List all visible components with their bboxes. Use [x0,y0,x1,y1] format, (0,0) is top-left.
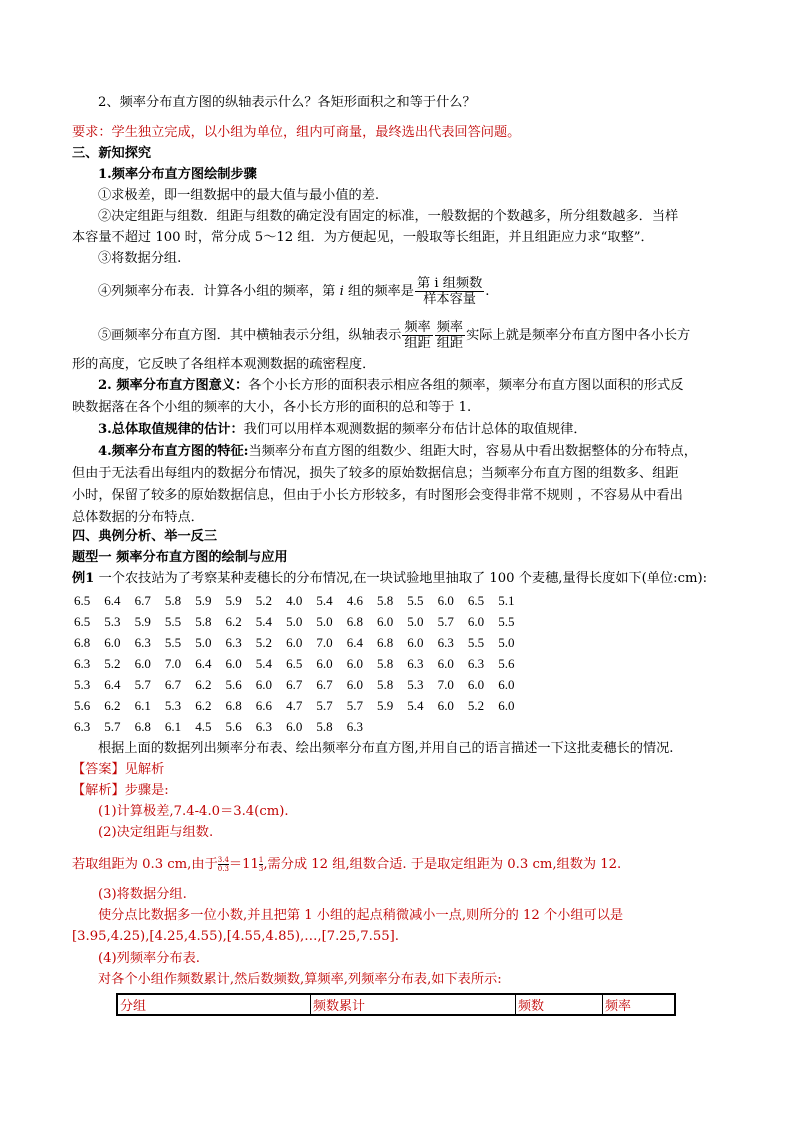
header-cumulative: 频数累计 [311,994,516,1015]
analysis-step-1: (1)计算极差,7.4-4.0＝3.4(cm). [98,804,289,819]
step-4-mid: 组的频率是 [343,284,414,299]
data-value: 5.3 [104,614,121,629]
data-value: 6.0 [104,635,121,650]
example-1-label: 例1 [72,571,95,586]
data-value: 6.0 [407,635,424,650]
type-1-heading: 题型一 频率分布直方图的绘制与应用 [72,550,288,565]
data-value: 5.8 [377,677,394,692]
example-1-text: 一个农技站为了考察某种麦穗长的分布情况,在一块试验地里抽取了 100 个麦穗,量得长度如下(单位:cm): [94,571,708,586]
question-2: 2、频率分布直方图的纵轴表示什么？各矩形面积之和等于什么？ [98,95,476,110]
step-2b: 本容量不超过 100 时，常分成 5～12 组．为方便起见，一般取等长组距，并且组距应力求“取整”． [72,230,654,245]
meaning [98,376,683,396]
data-value: 4.7 [286,698,303,713]
a3-mixed-num: 1 [258,856,264,864]
feature-c: 小时，保留了较多的原始数据信息，但由于小长方形较多，有时图形会变得非常不规则 ，不容易从中看出 [72,488,683,503]
data-value: 6.7 [164,677,182,692]
step-5-fraction-1 [402,320,432,351]
data-value: 5.3 [164,698,182,713]
fraction-1-num: 频率 [404,320,431,335]
step-4 [98,276,490,307]
data-value: 5.7 [346,698,363,713]
analysis: 【解析】步骤是: [72,783,169,798]
example-1-task: 根据上面的数据列出频率分布表、绘出频率分布直方图,并用自己的语言描述一下这批麦穗长的情况. [98,741,674,756]
data-value: 6.0 [134,656,151,671]
data-value: 6.7 [286,677,303,692]
section-4-heading: 四、典例分析、举一反三 [72,529,218,544]
data-value: 6.3 [134,635,151,650]
data-value: 5.2 [467,698,485,713]
data-value: 5.6 [225,677,242,692]
data-value: 6.3 [74,656,91,671]
answer: 【答案】见解析 [72,762,165,777]
data-value: 5.4 [316,593,333,608]
data-value: 6.0 [346,677,363,692]
data-value: 6.8 [377,635,394,650]
data-value: 6.3 [225,635,242,650]
fraction-2-num: 频率 [436,320,464,335]
step-4-i: i [339,284,344,299]
data-value: 5.2 [255,635,273,650]
fraction-1-den: 组距 [404,336,431,351]
data-value: 5.3 [407,677,424,692]
data-value: 6.0 [437,698,454,713]
data-value: 5.9 [134,614,151,629]
data-value: 6.0 [286,635,303,650]
data-value: 6.0 [498,677,515,692]
data-value: 5.4 [255,656,273,671]
data-value: 5.7 [104,719,121,734]
data-value: 5.6 [74,698,91,713]
a3-mixed-den: 3 [258,865,264,873]
data-value: 6.2 [195,698,212,713]
data-value: 6.3 [74,719,91,734]
data-value: 5.7 [134,677,151,692]
step-4-denominator: 样本容量 [423,292,476,307]
law-text: 我们可以用样本观测数据的频率分布估计总体的取值规律． [243,422,587,437]
step-3: ③将数据分组. [98,251,182,266]
fraction-2-den: 组距 [436,336,464,351]
data-value: 6.4 [195,656,212,671]
data-value: 6.5 [74,614,91,629]
data-value: 6.1 [164,719,182,734]
data-value: 5.7 [316,698,333,713]
law-title: 3.总体取值规律的估计： [98,422,244,437]
data-value: 5.8 [377,593,394,608]
data-value: 4.6 [346,593,363,608]
analysis-step-2: (2)决定组距与组数. [98,825,214,840]
step-4-pre: ④列频率分布表．计算各小组的频率，第 [98,284,340,299]
data-value: 6.0 [346,656,363,671]
meaning-text: 各个小长方形的面积表示相应各组的频率，频率分布直方图以面积的形式反 [248,378,684,393]
meaning-title: 2. 频率分布直方图意义： [98,378,249,393]
data-value: 5.9 [225,593,242,608]
step-5-post: 实际上就是频率分布直方图中各小长方 [466,328,691,343]
data-value: 6.8 [346,614,363,629]
step-5-pre: ⑤画频率分布直方图．其中横轴表示分组，纵轴表示 [98,328,402,343]
analysis-step-3b: [3.95,4.25),[4.25,4.55),[4.55,4.85),…,[7.25,7.55]. [72,929,399,944]
data-value: 5.0 [407,614,424,629]
data-value: 6.3 [407,656,424,671]
data-value: 6.0 [498,698,515,713]
data-value: 5.0 [316,614,333,629]
a3-post: ,需分成 12 组,组数合适. 于是取定组距为 0.3 cm,组数为 12. [263,857,622,872]
data-value: 5.7 [437,614,454,629]
data-value: 6.0 [467,614,485,629]
data-value: 6.0 [467,677,485,692]
data-value: 6.4 [104,677,121,692]
feature-text: 当频率分布直方图的组数少、组距大时，容易从中看出数据整体的分布特点， [248,444,697,459]
section-3-heading: 三、新知探究 [72,146,152,161]
step-4-fraction [415,276,484,307]
feature [98,442,697,462]
data-value: 5.3 [74,677,91,692]
data-value: 6.8 [134,719,151,734]
step-1: ①求极差，即一组数据中的最大值与最小值的差. [98,188,380,203]
data-value: 5.0 [195,635,212,650]
data-value: 5.8 [195,614,212,629]
data-value: 5.0 [498,635,515,650]
data-value: 6.3 [467,656,485,671]
data-value: 6.5 [467,593,485,608]
data-value: 6.3 [437,635,454,650]
data-value: 6.8 [225,698,242,713]
requirement-text: 要求：学生独立完成，以小组为单位，组内可商量，最终选出代表回答问题。 [72,125,521,140]
data-value: 6.0 [316,656,333,671]
meaning-b: 映数据落在各个小组的频率的大小，各小长方形的面积的总和等于 1. [72,400,472,415]
data-value: 6.7 [316,677,333,692]
data-value: 5.5 [164,614,182,629]
data-value: 6.5 [286,656,303,671]
step-4-numerator: 第 i 组频数 [416,276,483,291]
a3-fraction-num: 3.4 [217,856,229,864]
analysis-step-3: (3)将数据分组. [98,887,187,902]
data-value: 4.0 [286,593,303,608]
data-value: 5.2 [104,656,121,671]
data-value: 6.0 [225,656,242,671]
header-frequency: 频率 [603,994,676,1015]
data-value: 5.9 [377,698,394,713]
data-value: 6.3 [255,719,273,734]
data-value: 5.4 [255,614,273,629]
data-value: 5.4 [407,698,424,713]
analysis-step-3a: 使分点比数据多一位小数,并且把第 1 小组的起点稍微减小一点,则所分的 12 个小组可以是 [98,908,624,923]
analysis-step-4: (4)列频率分布表. [98,951,200,966]
data-value: 6.2 [195,677,212,692]
data-value: 5.6 [498,656,515,671]
data-value: 6.4 [346,635,363,650]
a3-fraction-den: 0.3 [217,865,229,873]
step-5b: 形的高度，它反映了各组样本观测数据的疏密程度． [72,357,376,372]
data-value: 6.2 [104,698,121,713]
data-value: 6.0 [255,677,273,692]
header-count: 频数 [516,994,603,1015]
data-value: 5.5 [498,614,515,629]
data-value: 5.5 [164,635,182,650]
data-value: 5.8 [316,719,333,734]
data-value: 7.0 [437,677,454,692]
data-value: 5.9 [195,593,212,608]
data-value: 6.0 [286,719,303,734]
data-value: 5.8 [377,656,394,671]
steps-heading: 1.频率分布直方图绘制步骤 [98,167,257,182]
step-2a: ②决定组距与组数．组距与组数的确定没有固定的标准，一般数据的个数越多，所分组数越多．当样 [98,209,679,224]
data-value: 6.8 [74,635,91,650]
law [98,420,587,440]
analysis-step-2b [72,855,621,875]
feature-title: 4.频率分布直方图的特征: [98,444,249,459]
data-value: 6.3 [346,719,363,734]
feature-d: 总体数据的分布特点． [72,510,204,525]
data-value: 5.5 [407,593,424,608]
a3-mid: ＝11 [228,857,259,872]
step-5 [98,320,690,351]
data-value: 5.0 [286,614,303,629]
data-value: 6.0 [437,593,454,608]
data-value: 7.0 [164,656,182,671]
data-value: 6.7 [134,593,151,608]
data-value: 6.6 [255,698,273,713]
data-value: 5.2 [255,593,273,608]
data-value: 7.0 [316,635,333,650]
data-value: 6.2 [225,614,242,629]
data-value: 6.0 [377,614,394,629]
data-value: 5.1 [498,593,515,608]
data-value: 6.1 [134,698,151,713]
data-value: 5.6 [225,719,242,734]
feature-b: 但由于无法看出每组内的数据分布情况，损失了较多的原始数据信息；当频率分布直方图的组数多、组距 [72,466,679,481]
step-5-fraction-2 [435,320,465,351]
step-4-end: . [485,284,490,299]
example-1 [72,569,707,589]
frequency-table-header [117,994,675,1015]
frequency-table [116,993,676,1016]
data-value: 5.5 [467,635,485,650]
a3-pre: 若取组距为 0.3 cm,由于 [72,857,218,872]
analysis-step-4a: 对各个小组作频数累计,然后数频数,算频率,列频率分布表,如下表所示: [98,972,502,987]
header-group: 分组 [117,994,311,1015]
a3-fraction [218,856,229,873]
data-value: 5.8 [164,593,182,608]
data-value: 4.5 [195,719,212,734]
data-value: 6.4 [104,593,121,608]
data-value: 6.5 [74,593,91,608]
data-value: 6.0 [437,656,454,671]
